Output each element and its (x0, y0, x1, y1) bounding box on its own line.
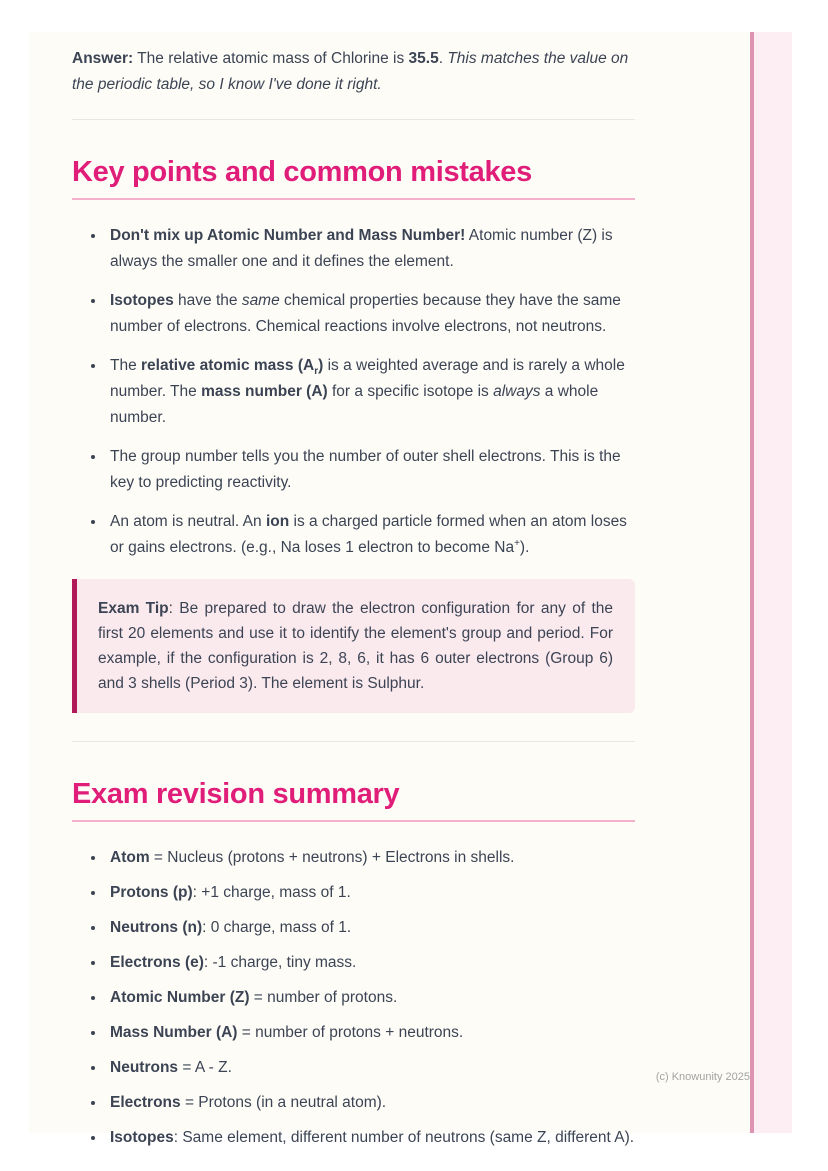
copyright-watermark: (c) Knowunity 2025 (655, 1071, 750, 1083)
list-item: • Isotopes: Same element, different number of neutrons (same Z, different A). (106, 1125, 635, 1151)
section-title: Exam revision summary (72, 778, 635, 822)
list-item: • Protons (p): +1 charge, mass of 1. (106, 880, 635, 906)
list-item: • Electrons (e): -1 charge, tiny mass. (106, 950, 635, 976)
key-points-list (72, 223, 635, 561)
section-divider (72, 741, 635, 742)
list-item: • Neutrons = A - Z. (106, 1055, 635, 1081)
page-accent-strip (750, 32, 792, 1133)
list-item: • Isotopes have the same chemical properties because they have the same number of electrons. Chemical reactions involve electrons, not neutrons. (106, 288, 635, 340)
list-item: • The relative atomic mass $(A_r)$ is a weighted average and is rarely a whole number. The mass number (A) for a specific isotope is always a whole number. (106, 353, 635, 431)
section-divider (72, 119, 635, 120)
document-content (72, 32, 635, 1160)
exam-tip-callout: Exam Tip: Be prepared to draw the electron configuration for any of the first 20 elements and use it to identify the element's group and period. For example, if the configuration is 2, 8, 6, it has 6 outer electrons (Group 6) and 3 shells (Period 3). The element is Sulphur. (72, 579, 635, 713)
section-key-points (72, 156, 635, 713)
list-item: • Mass Number (A) = number of protons + neutrons. (106, 1020, 635, 1046)
list-item: • Neutrons (n): 0 charge, mass of 1. (106, 915, 635, 941)
answer-paragraph: Answer: The relative atomic mass of Chlorine is 35.5. This matches the value on the periodic table, so I know I've done it right. (72, 50, 629, 93)
list-item: • Electrons = Protons (in a neutral atom). (106, 1090, 635, 1116)
list-item: • Atom = Nucleus (protons + neutrons) + Electrons in shells. (106, 845, 635, 871)
list-item: • Don't mix up Atomic Number and Mass Number! Atomic number (Z) is always the smaller one and it defines the element. (106, 223, 635, 275)
revision-summary-list (72, 845, 635, 1151)
list-item: • The group number tells you the number of outer shell electrons. This is the key to predicting reactivity. (106, 444, 635, 496)
list-item: • An atom is neutral. An ion is a charged particle formed when an atom loses or gains electrons. (e.g., Na loses 1 electron to become Na+). (106, 509, 635, 561)
section-title: Key points and common mistakes (72, 156, 635, 200)
list-item: • Atomic Number (Z) = number of protons. (106, 985, 635, 1011)
section-revision-summary (72, 778, 635, 1151)
document-page (29, 32, 792, 1146)
